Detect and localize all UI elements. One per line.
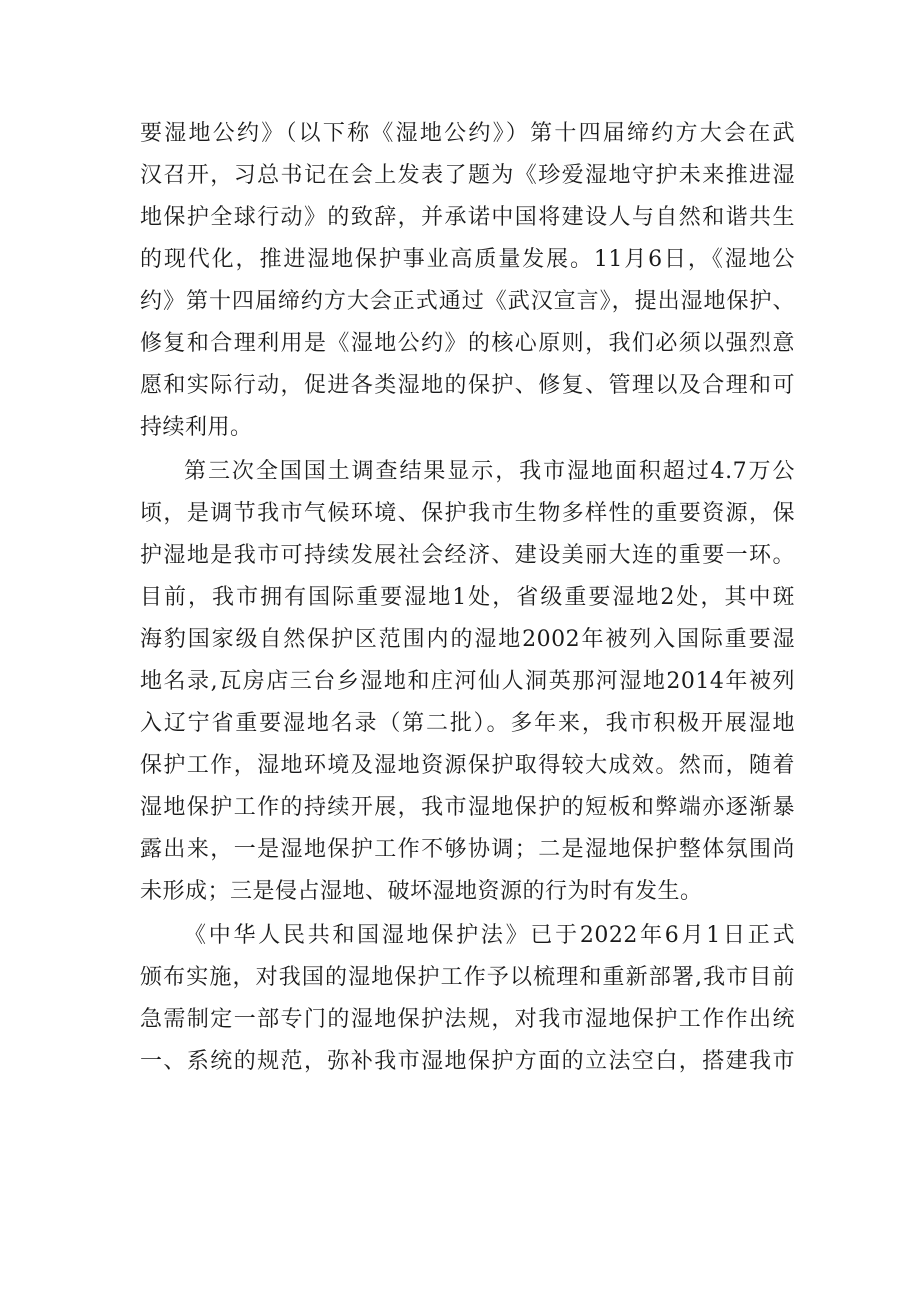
text-line: 愿和实际行动，促进各类湿地的保护、修复、管理以及合理和可	[140, 373, 795, 398]
text-line: 目前，我市拥有国际重要湿地1处，省级重要湿地2处，其中斑	[140, 585, 795, 610]
text-line: 湿地保护工作的持续开展，我市湿地保护的短板和弊端亦逐渐暴	[140, 795, 795, 820]
text-line: 地名录,瓦房店三台乡湿地和庄河仙人洞英那河湿地2014年被列	[140, 669, 795, 694]
text-line: 颁布实施，对我国的湿地保护工作予以梳理和重新部署,我市目前	[140, 965, 795, 990]
text-line: 第三次全国国土调查结果显示，我市湿地面积超过4.7万公	[184, 459, 795, 484]
text-line: 修复和合理利用是《湿地公约》的核心原则，我们必须以强烈意	[140, 331, 795, 356]
text-line: 地保护全球行动》的致辞，并承诺中国将建设人与自然和谐共生	[140, 205, 795, 230]
paragraph-3	[140, 915, 795, 1083]
text-line: 《中华人民共和国湿地保护法》已于2022年6月1日正式	[184, 923, 795, 948]
text-line: 露出来，一是湿地保护工作不够协调；二是湿地保护整体氛围尚	[140, 837, 795, 862]
text-line: 顷，是调节我市气候环境、保护我市生物多样性的重要资源，保	[140, 501, 795, 526]
text-line: 汉召开，习总书记在会上发表了题为《珍爱湿地守护未来推进湿	[140, 163, 795, 188]
paragraph-1	[140, 113, 795, 449]
text-line: 护湿地是我市可持续发展社会经济、建设美丽大连的重要一环。	[140, 543, 795, 568]
text-line: 要湿地公约》（以下称《湿地公约》）第十四届缔约方大会在武	[140, 121, 795, 146]
text-line: 一、系统的规范，弥补我市湿地保护方面的立法空白，搭建我市	[140, 1049, 795, 1074]
text-line: 持续利用。	[140, 415, 253, 440]
text-line: 未形成；三是侵占湿地、破坏湿地资源的行为时有发生。	[140, 879, 703, 904]
text-line: 急需制定一部专门的湿地保护法规，对我市湿地保护工作作出统	[140, 1007, 795, 1032]
text-line: 海豹国家级自然保护区范围内的湿地2002年被列入国际重要湿	[140, 627, 795, 652]
paragraph-2	[140, 451, 795, 913]
document-body	[140, 113, 795, 1083]
text-line: 入辽宁省重要湿地名录（第二批）。多年来，我市积极开展湿地	[140, 711, 795, 736]
text-line: 保护工作，湿地环境及湿地资源保护取得较大成效。然而，随着	[140, 753, 795, 778]
text-line: 约》第十四届缔约方大会正式通过《武汉宣言》，提出湿地保护、	[140, 289, 795, 314]
text-line: 的现代化，推进湿地保护事业高质量发展。11月6日，《湿地公	[140, 247, 795, 272]
